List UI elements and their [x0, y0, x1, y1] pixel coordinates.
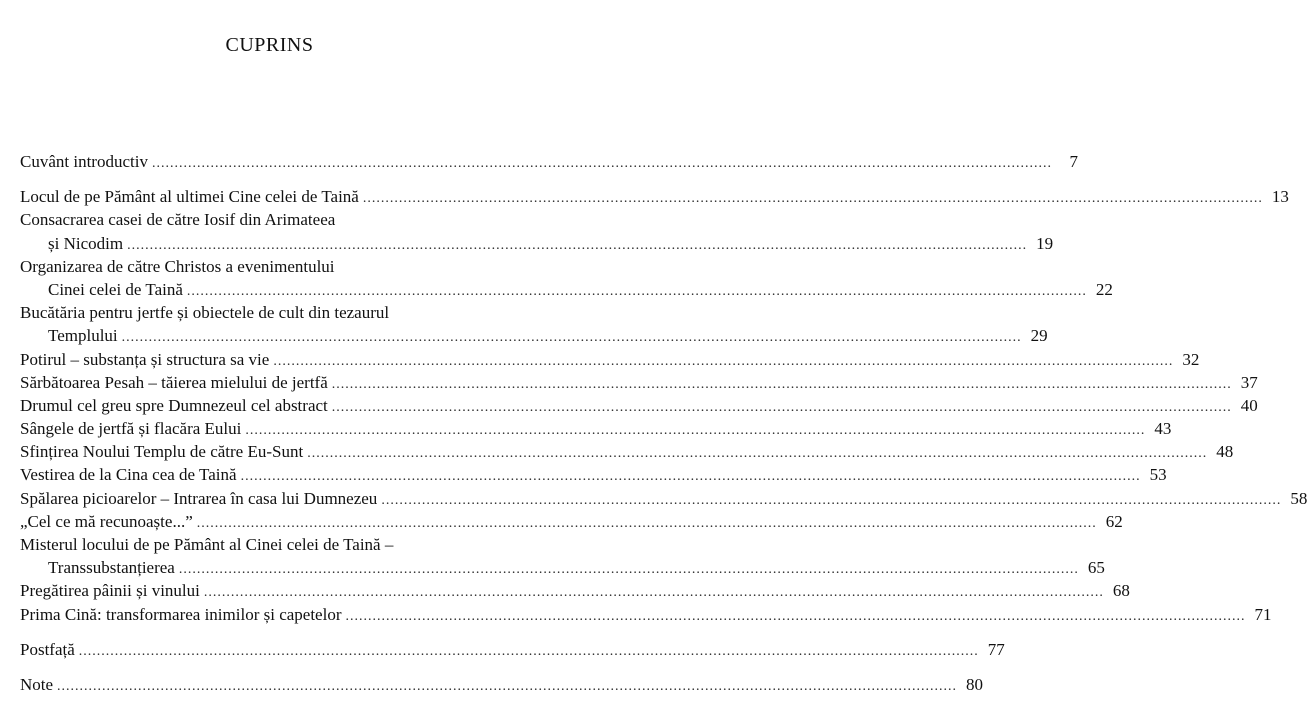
toc-entry-title-line: Organizarea de către Christos a evenimentului — [20, 256, 335, 276]
toc-entry-title: Transsubstanțierea — [48, 558, 175, 578]
toc-entry — [20, 673, 984, 696]
dot-leader: ........................................................................................................................................................................................................ — [178, 562, 1079, 578]
toc-entry-page-number: 13 — [1271, 187, 1289, 207]
toc-entry-title: Sărbătoarea Pesah – tăierea mielului de jertfă — [20, 372, 328, 392]
toc-entry — [20, 208, 1054, 254]
toc-entry-page-number: 22 — [1095, 279, 1113, 299]
toc-entry-title: Vestirea de la Cina cea de Taină — [20, 465, 237, 485]
toc-entry-row — [20, 417, 1172, 440]
dot-leader: ........................................................................................................................................................................................................ — [331, 399, 1232, 415]
toc-entry-title: Potirul – substanța și structura sa vie — [20, 349, 270, 369]
toc-entry — [20, 440, 1234, 463]
toc-entry — [20, 487, 1307, 510]
toc-entry — [20, 348, 1200, 371]
dot-leader: ........................................................................................................................................................................................................ — [307, 446, 1208, 462]
toc-entry-row — [20, 463, 1167, 486]
toc-entry-title: „Cel ce mă recunoaște...” — [20, 511, 193, 531]
toc-entry-title: Sângele de jertfă și flacăra Eului — [20, 419, 242, 439]
toc-entry-row — [20, 673, 984, 696]
dot-leader: ........................................................................................................................................................................................................ — [240, 469, 1141, 485]
toc-entry — [20, 463, 1167, 486]
toc-entry — [20, 301, 1048, 347]
toc-entry-row — [20, 638, 1005, 661]
toc-entry-title: Spălarea picioarelor – Intrarea în casa lui Dumnezeu — [20, 488, 378, 508]
toc-entry — [20, 579, 1130, 602]
toc-entry-row — [20, 324, 1048, 347]
toc-entry-row — [20, 278, 1113, 301]
toc-entry-page-number: 29 — [1030, 326, 1048, 346]
table-of-contents — [20, 150, 1307, 696]
toc-entry-page-number: 80 — [966, 674, 984, 694]
toc-entry-page-number: 19 — [1036, 233, 1054, 253]
dot-leader: ........................................................................................................................................................................................................ — [331, 376, 1232, 392]
toc-entry-title: Postfață — [20, 639, 75, 659]
toc-entry-row — [20, 348, 1200, 371]
dot-leader: ........................................................................................................................................................................................................ — [245, 423, 1146, 439]
toc-entry-page-number: 77 — [987, 639, 1005, 659]
toc-entry — [20, 510, 1123, 533]
dot-leader: ........................................................................................................................................................................................................ — [196, 515, 1097, 531]
toc-entry-title-line: Bucătăria pentru jertfe și obiectele de cult din tezaurul — [20, 303, 390, 323]
toc-entry — [20, 150, 1078, 173]
dot-leader: ........................................................................................................................................................................................................ — [203, 585, 1104, 601]
dot-leader: ........................................................................................................................................................................................................ — [381, 492, 1282, 508]
toc-entry-page-number: 40 — [1240, 395, 1258, 415]
toc-entry — [20, 394, 1258, 417]
toc-entry-row — [20, 579, 1130, 602]
toc-entry-page-number: 48 — [1216, 442, 1234, 462]
toc-entry — [20, 185, 1289, 208]
toc-entry-row — [20, 371, 1258, 394]
toc-entry-title: Note — [20, 674, 54, 694]
toc-entry-row — [20, 510, 1123, 533]
toc-entry-row — [20, 185, 1289, 208]
toc-entry-row — [20, 603, 1272, 626]
page-title: CUPRINS — [225, 34, 314, 56]
toc-entry — [20, 533, 1105, 579]
dot-leader: ........................................................................................................................................................................................................ — [273, 353, 1174, 369]
toc-entry — [20, 255, 1113, 301]
dot-leader: ........................................................................................................................................................................................................ — [78, 643, 979, 659]
toc-entry-title-line: Misterul locului de pe Pământ al Cinei celei de Taină – — [20, 535, 394, 554]
toc-entry — [20, 417, 1172, 440]
toc-entry-title: Cuvânt introductiv — [20, 152, 148, 171]
toc-entry-title: Sfințirea Noului Templu de către Eu-Sunt — [20, 442, 304, 462]
toc-entry-page-number: 53 — [1149, 465, 1167, 485]
dot-leader: ........................................................................................................................................................................................................ — [345, 608, 1246, 624]
toc-entry-page-number: 65 — [1087, 558, 1105, 578]
toc-entry-title: și Nicodim — [48, 233, 124, 253]
dot-leader: ........................................................................................................................................................................................................ — [151, 156, 1052, 171]
toc-entry-row — [20, 487, 1307, 510]
toc-entry-page-number: 62 — [1105, 511, 1123, 531]
toc-entry-title: Prima Cină: transformarea inimilor și capetelor — [20, 604, 342, 624]
toc-entry-page-number: 37 — [1240, 372, 1258, 392]
toc-entry — [20, 371, 1258, 394]
dot-leader: ........................................................................................................................................................................................................ — [121, 330, 1022, 346]
toc-entry — [20, 638, 1005, 661]
toc-entry-title: Locul de pe Pământ al ultimei Cine celei de Taină — [20, 187, 359, 207]
dot-leader: ........................................................................................................................................................................................................ — [127, 237, 1028, 253]
dot-leader: ........................................................................................................................................................................................................ — [186, 283, 1087, 299]
dot-leader: ........................................................................................................................................................................................................ — [362, 191, 1263, 207]
toc-entry-page-number: 71 — [1254, 604, 1272, 624]
toc-entry-title-line: Consacrarea casei de către Iosif din Arimateea — [20, 210, 336, 230]
toc-entry-page-number: 68 — [1112, 581, 1130, 601]
toc-entry-page-number: 32 — [1182, 349, 1200, 369]
toc-entry-page-number: 58 — [1290, 488, 1307, 508]
toc-entry-title: Templului — [48, 326, 118, 346]
toc-entry — [20, 603, 1272, 626]
toc-entry-row — [20, 232, 1054, 255]
toc-entry-title: Pregătirea pâinii și vinului — [20, 581, 200, 601]
toc-entry-row — [20, 440, 1234, 463]
toc-entry-title: Drumul cel greu spre Dumnezeul cel abstract — [20, 395, 328, 415]
toc-entry-row — [20, 556, 1105, 579]
dot-leader: ........................................................................................................................................................................................................ — [57, 678, 958, 694]
toc-entry-page-number: 43 — [1154, 419, 1172, 439]
toc-entry-page-number: 7 — [1069, 152, 1078, 171]
toc-entry-row — [20, 394, 1258, 417]
toc-entry-row — [20, 150, 1078, 173]
toc-entry-title: Cinei celei de Taină — [48, 279, 183, 299]
